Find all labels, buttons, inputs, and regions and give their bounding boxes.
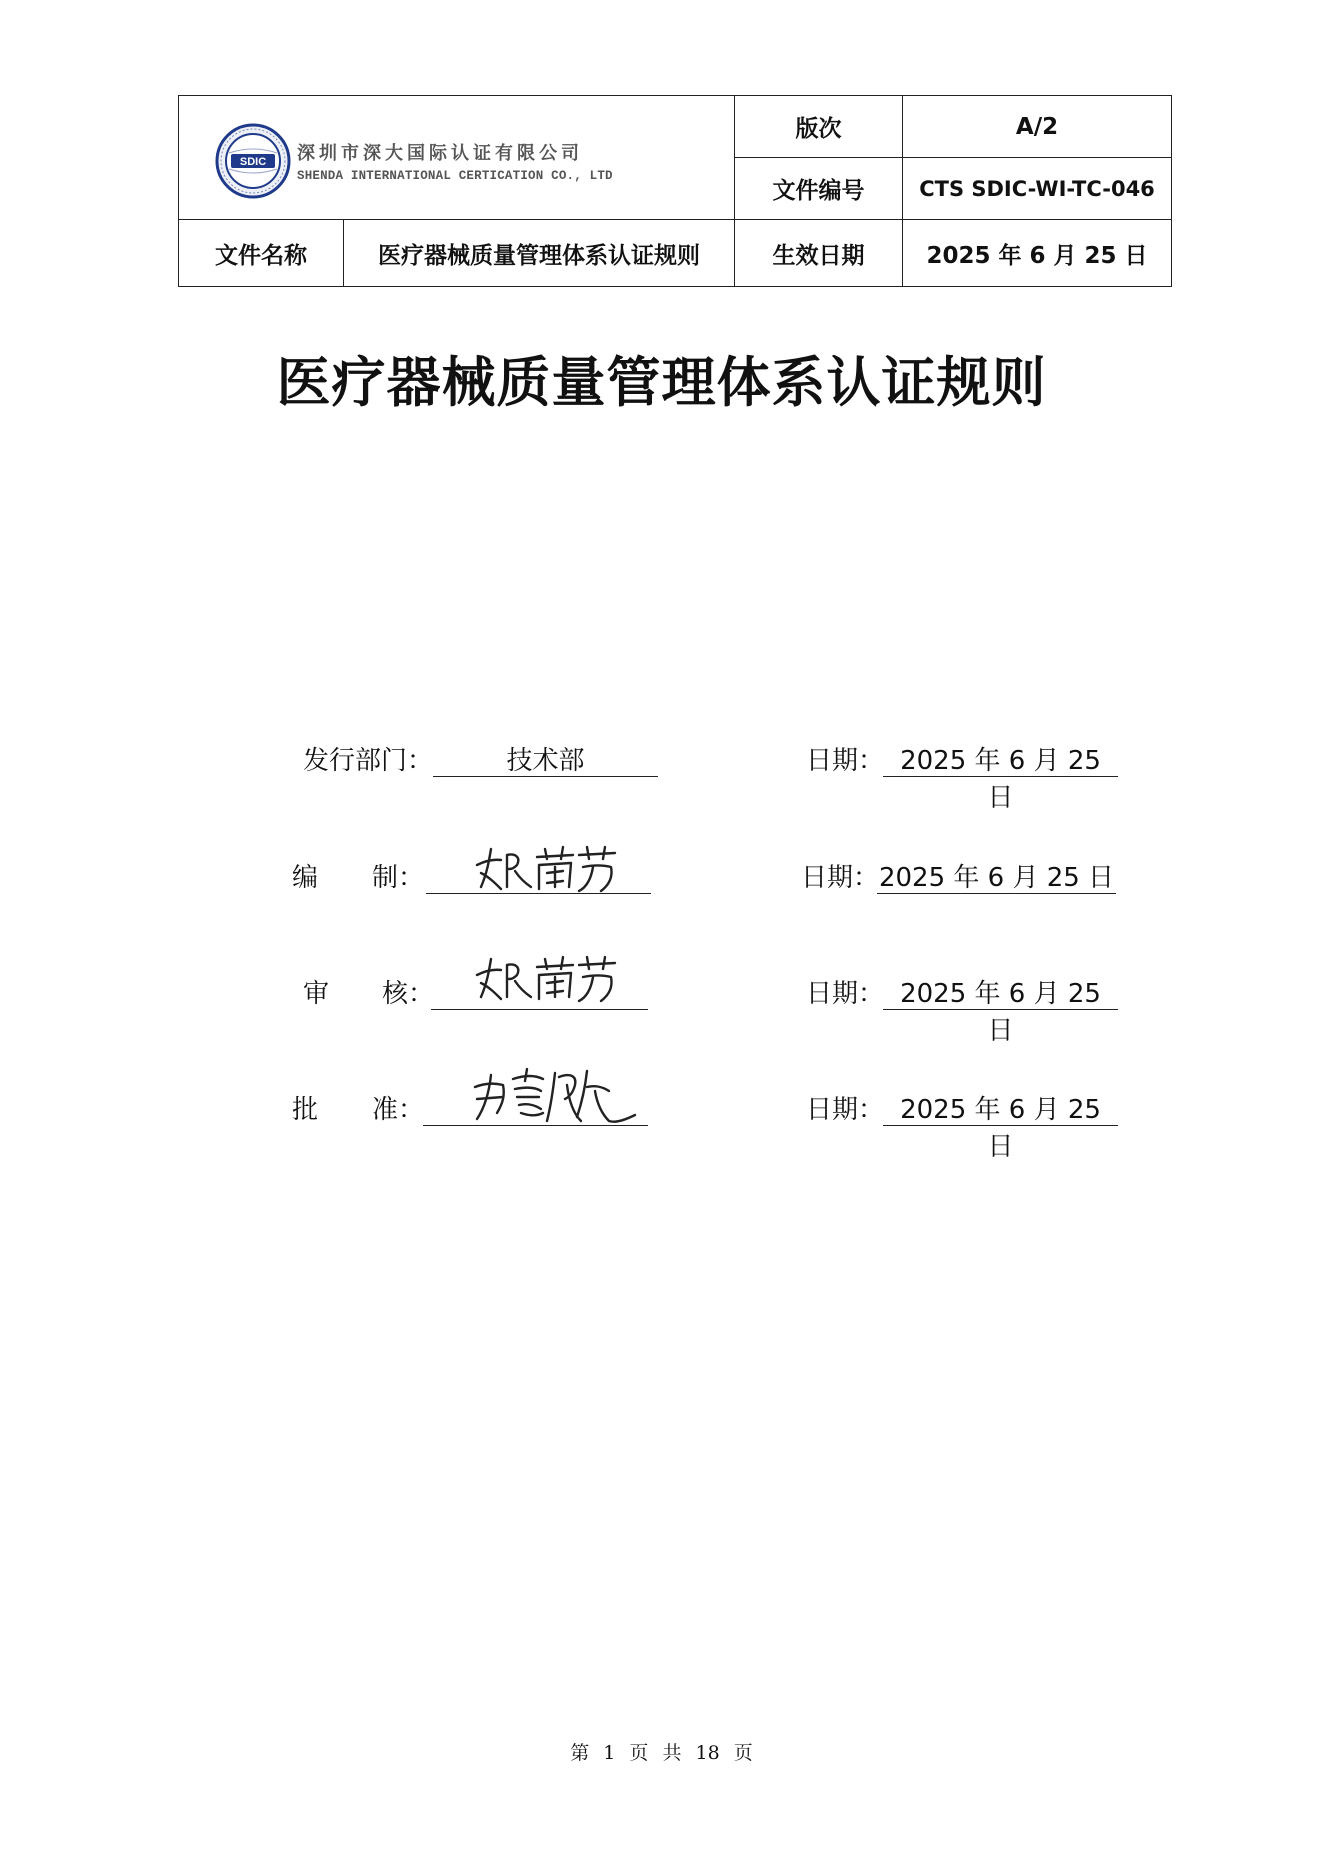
document-title: 医疗器械质量管理体系认证规则 [276, 350, 1047, 414]
prepared-signature-field [426, 857, 651, 894]
approved-signature-field [423, 1089, 648, 1126]
effective-date-label: 生效日期 [735, 220, 903, 287]
prepared-label-char2: 制： [372, 863, 425, 893]
prepared-date-value: 2025 年 6 月 25 日 [878, 863, 1115, 893]
issuing-department-label: 发行部门： [303, 746, 434, 776]
version-label: 版次 [735, 96, 903, 158]
reviewed-signature-image [471, 953, 621, 1005]
company-name-cn: 深圳市深大国际认证有限公司 [297, 143, 583, 164]
issuing-department-field [433, 740, 658, 777]
reviewed-by-row [0, 973, 1323, 1046]
prepared-label-char1: 编 [292, 863, 319, 893]
company-logo [215, 123, 291, 199]
approved-label-char2: 准： [372, 1095, 425, 1125]
approved-date-field [883, 1089, 1118, 1162]
issuing-department-row [0, 740, 1323, 813]
reviewed-date-field [883, 973, 1118, 1046]
doc-name-value: 医疗器械质量管理体系认证规则 [344, 220, 735, 287]
prepared-date-label: 日期： [801, 863, 880, 893]
reviewed-date-label: 日期： [806, 979, 885, 1009]
effective-date-value: 2025 年 6 月 25 日 [903, 220, 1172, 287]
issuing-department-value: 技术部 [506, 746, 585, 776]
approved-by-row [0, 1089, 1323, 1162]
doc-name-label: 文件名称 [179, 220, 344, 287]
prepared-signature-image [471, 843, 621, 895]
version-value: A/2 [903, 96, 1172, 158]
doc-number-label: 文件编号 [735, 158, 903, 220]
prepared-by-row [0, 857, 1323, 917]
company-logo-cell [179, 96, 735, 220]
page-number-footer: 第 1 页 共 18 页 [570, 1742, 753, 1764]
reviewed-signature-field [431, 973, 648, 1010]
svg-text:SDIC: SDIC [239, 156, 267, 168]
reviewed-label-char1: 审 [303, 979, 330, 1009]
document-header-table [178, 95, 1172, 287]
approved-date-value: 2025 年 6 月 25 日 [900, 1095, 1101, 1162]
doc-number-value: CTS SDIC-WI-TC-046 [903, 158, 1172, 220]
approved-signature-image [469, 1063, 639, 1127]
issuing-date-value: 2025 年 6 月 25 日 [900, 746, 1101, 813]
company-name-en: SHENDA INTERNATIONAL CERTICATION CO., LTD [297, 169, 613, 183]
reviewed-label-char2: 核： [382, 979, 435, 1009]
issuing-date-label: 日期： [806, 746, 885, 776]
approved-label-char1: 批 [292, 1095, 319, 1125]
prepared-date-field [877, 857, 1116, 894]
issuing-date-field [883, 740, 1118, 813]
reviewed-date-value: 2025 年 6 月 25 日 [900, 979, 1101, 1046]
approved-date-label: 日期： [806, 1095, 885, 1125]
